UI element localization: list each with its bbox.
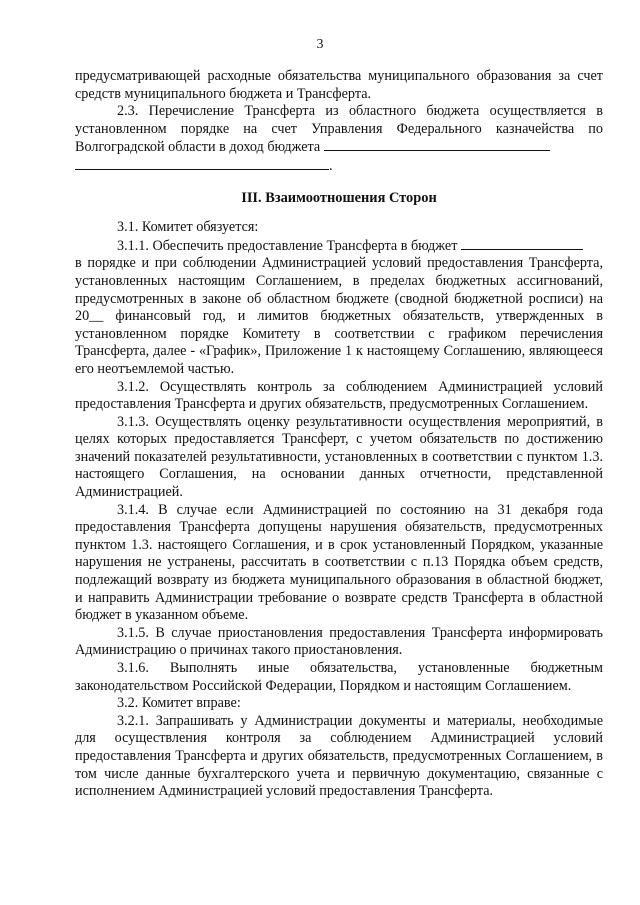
- paragraph-2-3-end: .: [329, 157, 333, 174]
- document-body: [75, 68, 603, 801]
- paragraph-3-1: 3.1. Комитет обязуется:: [117, 219, 259, 236]
- fill-in-line-budget-1: [324, 138, 550, 151]
- paragraph-3-1-5: 3.1.5. В случае приостановления предоставления Трансферта информировать Администрацию о причинах такого приостановления.: [75, 624, 603, 659]
- paragraph-3-1-6: 3.1.6. Выполнять иные обязательства, установленные бюджетным законодательством Российской Федерации, Порядком и настоящим Соглашением.: [75, 660, 603, 694]
- section-heading: III. Взаимоотношения Сторон: [241, 189, 437, 206]
- paragraph-2-3: [75, 103, 603, 175]
- page-number: 3: [316, 37, 324, 52]
- paragraph-3-2-1: 3.2.1. Запрашивать у Администрации документы и материалы, необходимые для осуществления контроля за соблюдением Администрацией условий предоставления Трансферта и других обязательств, предусмотренных Соглашением, в том числе данные бухгалтерского учета и первичную документацию, связанные с исполнением Администрацией условий предоставления Трансферта.: [75, 712, 603, 800]
- paragraph-3-1-1-text-a: 3.1.1. Обеспечить предоставление Трансферта в бюджет: [117, 237, 458, 254]
- paragraph-3-2: 3.2. Комитет вправе:: [117, 695, 241, 712]
- paragraph-3-1-1-first-line: [75, 237, 603, 256]
- paragraph-3-1-4: 3.1.4. В случае если Администрацией по состоянию на 31 декабря года предоставления Трансферта допущены нарушения обязательств, предусмотренных пунктом 1.3. настоящего Соглашения, и в срок установленный Порядком, указанные нарушения не устранены, рассчитать в соответствии с п.13 Порядка объем средств, подлежащий возврату из бюджета муниципального образования в областной бюджет, и направить Администрации требование о возврате средств Трансферта в областной бюджет в указанном объеме.: [75, 501, 603, 624]
- paragraph-3-1-2: 3.1.2. Осуществлять контроль за соблюдением Администрацией условий предоставления Трансферта и других обязательств, предусмотренных Соглашением.: [75, 378, 603, 413]
- paragraph-3-1-1: в порядке и при соблюдении Администрацией условий предоставления Трансферта, установленных настоящим Соглашением, в пределах бюджетных ассигнований, предусмотренных в законе об областном бюджете (сводной бюджетной росписи) на 20__ финансовый год, и лимитов бюджетных обязательств, утвержденных в установленном порядке Комитету в соответствии с графиком перечисления Трансферта, далее - «График», Приложение 1 к настоящему Соглашению, являющееся его неотъемлемой частью.: [75, 255, 603, 377]
- fill-in-line-budget-3: [461, 237, 583, 250]
- paragraph-2-3-text: 2.3. Перечисление Трансферта из областного бюджета осуществляется в установленном порядке на счет Управления Федерального казначейства по Волгоградской области в доход бюджета: [75, 103, 603, 156]
- paragraph-continuation: предусматривающей расходные обязательства муниципального образования за счет средств муниципального бюджета и Трансферта.: [75, 68, 603, 102]
- paragraph-3-1-3: 3.1.3. Осуществлять оценку результативности осуществления мероприятий, в целях которых предоставляется Трансферт, с учетом обязательств по достижению значений показателей результативности, установленных в соответствии с пунктом 1.3. настоящего Соглашения, на основании данных отчетности, представленной Администрацией.: [75, 413, 603, 501]
- fill-in-line-budget-2: [75, 157, 329, 170]
